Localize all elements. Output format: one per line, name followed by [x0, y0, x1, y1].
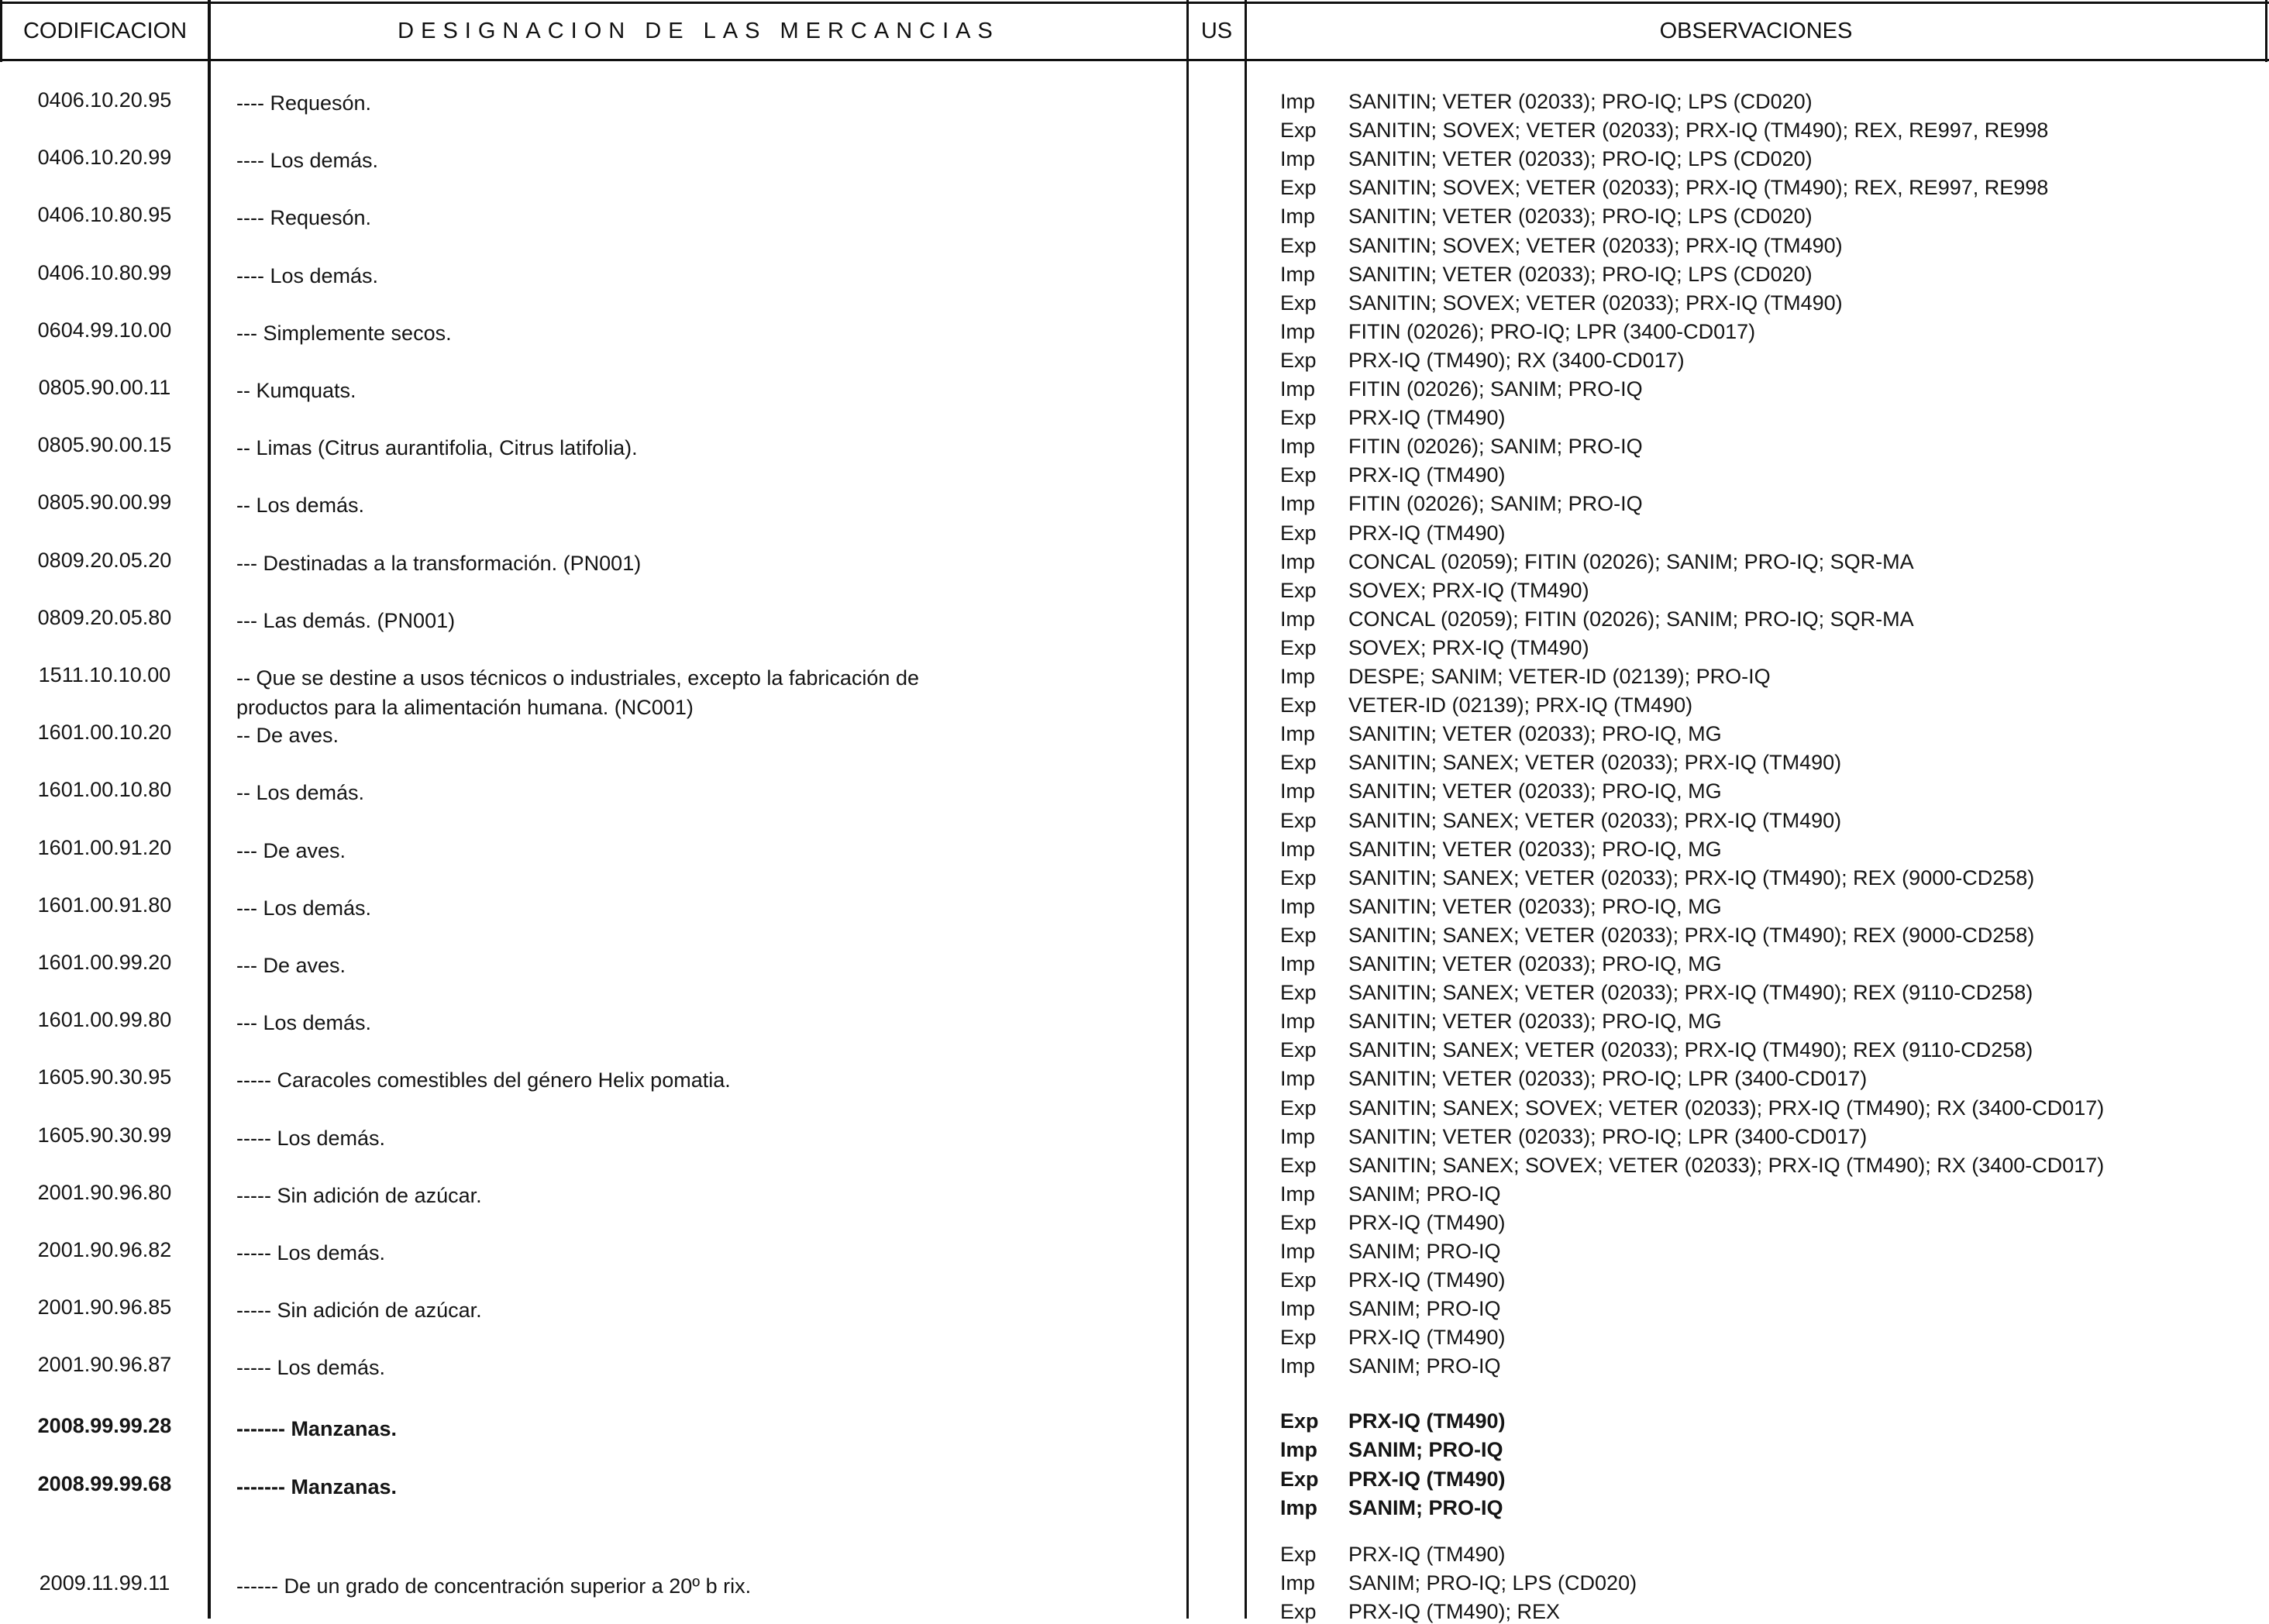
observation-text: SANIM; PRO-IQ: [1348, 1495, 1503, 1519]
observation-text: SANITIN; SANEX; VETER (02033); PRX-IQ (TM490): [1348, 751, 1842, 775]
observation-text: SANITIN; VETER (02033); PRO-IQ, MG: [1348, 837, 1722, 861]
obs-type-exp: Exp: [1280, 1153, 1317, 1177]
obs-type-imp: Imp: [1280, 262, 1316, 286]
tariff-code: 1601.00.99.20: [37, 951, 172, 974]
observation-text: FITIN (02026); SANIM; PRO-IQ: [1348, 435, 1643, 459]
tariff-code: 0406.10.20.99: [37, 146, 172, 170]
header-us: US: [1200, 18, 1233, 43]
observation-text: PRX-IQ (TM490): [1348, 521, 1506, 545]
observation-text: PRX-IQ (TM490): [1348, 406, 1506, 430]
obs-type-imp: Imp: [1280, 722, 1316, 746]
goods-description: -- Los demás.: [236, 781, 365, 805]
tariff-code: 1605.90.30.99: [37, 1123, 172, 1147]
observation-text: SANIM; PRO-IQ; LPS (CD020): [1348, 1571, 1637, 1595]
tariff-code: 2001.90.96.80: [37, 1180, 172, 1204]
observation-text: SANITIN; SOVEX; VETER (02033); PRX-IQ (TM490); REX, RE997, RE998: [1348, 119, 2049, 143]
obs-type-exp: Exp: [1280, 981, 1317, 1005]
obs-type-imp: Imp: [1280, 1182, 1316, 1206]
obs-type-exp: Exp: [1280, 406, 1317, 430]
obs-type-imp: Imp: [1280, 435, 1316, 459]
observation-text: SANITIN; VETER (02033); PRO-IQ; LPR (3400-CD017): [1348, 1124, 1868, 1148]
observation-text: PRX-IQ (TM490); RX (3400-CD017): [1348, 348, 1685, 372]
goods-description: ----- Sin adición de azúcar.: [236, 1183, 482, 1207]
goods-description: ----- Sin adición de azúcar.: [236, 1299, 482, 1323]
goods-description: ---- Requesón.: [236, 91, 372, 115]
observation-text: SANIM; PRO-IQ: [1348, 1437, 1503, 1461]
tariff-code: 1601.00.99.80: [37, 1008, 172, 1032]
goods-description: -- Limas (Citrus aurantifolia, Citrus latifolia).: [236, 436, 638, 460]
goods-description: --- Destinadas a la transformación. (PN001): [236, 551, 642, 575]
obs-type-imp: Imp: [1280, 377, 1316, 401]
tariff-code: 1601.00.10.80: [37, 778, 172, 802]
obs-type-exp: Exp: [1280, 348, 1317, 372]
observation-text: SANITIN; SOVEX; VETER (02033); PRX-IQ (TM490): [1348, 291, 1843, 315]
obs-type-imp: Imp: [1280, 1067, 1316, 1091]
obs-type-imp: Imp: [1280, 205, 1316, 229]
obs-type-imp: Imp: [1280, 1437, 1318, 1461]
obs-type-exp: Exp: [1280, 1326, 1317, 1350]
header-observaciones: OBSERVACIONES: [1659, 18, 1853, 43]
observation-text: SANIM; PRO-IQ: [1348, 1354, 1501, 1378]
obs-type-imp: Imp: [1280, 1571, 1316, 1595]
obs-type-imp: Imp: [1280, 1240, 1316, 1263]
tariff-code: 2001.90.96.82: [37, 1238, 172, 1261]
observation-text: SANITIN; SANEX; SOVEX; VETER (02033); PRX-IQ (TM490); RX (3400-CD017): [1348, 1096, 2105, 1120]
goods-description: --- Las demás. (PN001): [236, 608, 456, 632]
goods-description: --- De aves.: [236, 838, 346, 862]
tariff-code: 0406.10.80.99: [37, 260, 172, 284]
obs-type-imp: Imp: [1280, 147, 1316, 171]
tariff-code: 2008.99.99.68: [37, 1471, 172, 1495]
observation-text: SANITIN; VETER (02033); PRO-IQ, MG: [1348, 1010, 1722, 1034]
right-border: [2265, 0, 2267, 62]
goods-description: ----- Los demás.: [236, 1356, 386, 1380]
observation-text: SANITIN; VETER (02033); PRO-IQ, MG: [1348, 952, 1722, 975]
tariff-code: 0604.99.10.00: [37, 318, 172, 342]
tariff-code: 2001.90.96.87: [37, 1353, 172, 1377]
obs-type-exp: Exp: [1280, 865, 1317, 889]
obs-type-exp: Exp: [1280, 578, 1317, 602]
observation-text: FITIN (02026); SANIM; PRO-IQ: [1348, 377, 1643, 401]
goods-description: -- De aves.: [236, 724, 339, 748]
obs-type-exp: Exp: [1280, 1409, 1319, 1433]
observation-text: SANITIN; SOVEX; VETER (02033); PRX-IQ (TM490); REX, RE997, RE998: [1348, 176, 2049, 200]
tariff-code: 2008.99.99.28: [37, 1413, 172, 1437]
goods-description: productos para la alimentación humana. (NC001): [236, 696, 694, 719]
goods-description: ---- Los demás.: [236, 149, 379, 173]
obs-type-exp: Exp: [1280, 635, 1317, 659]
observation-text: SANITIN; VETER (02033); PRO-IQ; LPS (CD020): [1348, 262, 1813, 286]
obs-type-imp: Imp: [1280, 492, 1316, 516]
obs-type-imp: Imp: [1280, 1495, 1318, 1519]
tariff-code: 0406.10.20.95: [37, 88, 172, 112]
tariff-code: 1511.10.10.00: [38, 663, 171, 686]
observation-text: SANITIN; SANEX; VETER (02033); PRX-IQ (TM490); REX (9110-CD258): [1348, 1038, 2033, 1062]
obs-type-imp: Imp: [1280, 90, 1316, 113]
obs-type-exp: Exp: [1280, 291, 1317, 315]
observation-text: PRX-IQ (TM490): [1348, 1409, 1506, 1433]
obs-type-exp: Exp: [1280, 176, 1317, 200]
goods-description: ---- Los demás.: [236, 263, 379, 287]
observation-text: SANITIN; VETER (02033); PRO-IQ, MG: [1348, 779, 1722, 803]
tariff-code: 0406.10.80.95: [37, 203, 172, 227]
observation-text: SANITIN; VETER (02033); PRO-IQ; LPS (CD020): [1348, 205, 1813, 229]
observation-text: SANITIN; SANEX; VETER (02033); PRX-IQ (TM490); REX (9000-CD258): [1348, 865, 2035, 889]
header-codificacion: CODIFICACION: [22, 18, 188, 43]
goods-description: --- Los demás.: [236, 1011, 372, 1035]
observation-text: FITIN (02026); SANIM; PRO-IQ: [1348, 492, 1643, 516]
obs-type-exp: Exp: [1280, 1542, 1317, 1566]
obs-type-exp: Exp: [1280, 521, 1317, 545]
obs-type-imp: Imp: [1280, 319, 1316, 343]
observation-text: PRX-IQ (TM490): [1348, 1326, 1506, 1350]
obs-type-imp: Imp: [1280, 1124, 1316, 1148]
obs-type-exp: Exp: [1280, 463, 1317, 487]
tariff-code: 0805.90.00.99: [37, 490, 172, 514]
obs-type-exp: Exp: [1280, 923, 1317, 947]
obs-type-exp: Exp: [1280, 1096, 1317, 1120]
obs-type-exp: Exp: [1280, 1210, 1317, 1234]
observation-text: SOVEX; PRX-IQ (TM490): [1348, 578, 1589, 602]
observation-text: SANITIN; SOVEX; VETER (02033); PRX-IQ (TM490): [1348, 233, 1843, 257]
observation-text: PRX-IQ (TM490); REX: [1348, 1599, 1561, 1623]
obs-type-imp: Imp: [1280, 549, 1316, 573]
goods-description: -- Que se destine a usos técnicos o industriales, excepto la fabricación de: [236, 666, 919, 690]
goods-description: --- De aves.: [236, 954, 346, 977]
obs-type-exp: Exp: [1280, 233, 1317, 257]
goods-description: ------ De un grado de concentración superior a 20º b rix.: [236, 1574, 752, 1598]
obs-type-exp: Exp: [1280, 808, 1317, 832]
obs-type-imp: Imp: [1280, 1297, 1316, 1321]
obs-type-exp: Exp: [1280, 1268, 1317, 1292]
observation-text: CONCAL (02059); FITIN (02026); SANIM; PRO-IQ; SQR-MA: [1348, 549, 1914, 573]
us-column-divider: [1245, 0, 1247, 1619]
obs-type-exp: Exp: [1280, 693, 1317, 717]
obs-type-imp: Imp: [1280, 607, 1316, 631]
obs-type-exp: Exp: [1280, 1467, 1319, 1491]
observation-text: SANIM; PRO-IQ: [1348, 1297, 1501, 1321]
observation-text: SANIM; PRO-IQ: [1348, 1182, 1501, 1206]
goods-description: ---- Requesón.: [236, 206, 372, 230]
header-bottom-border: [0, 59, 2269, 61]
observation-text: PRX-IQ (TM490): [1348, 1467, 1506, 1491]
observation-text: PRX-IQ (TM490): [1348, 463, 1506, 487]
goods-description: ----- Los demás.: [236, 1126, 386, 1150]
goods-description: ----- Los demás.: [236, 1241, 386, 1264]
goods-description: ------- Manzanas.: [236, 1416, 397, 1440]
observation-text: PRX-IQ (TM490): [1348, 1542, 1506, 1566]
observation-text: SANITIN; SANEX; VETER (02033); PRX-IQ (TM490); REX (9110-CD258): [1348, 981, 2033, 1005]
header-designacion: DESIGNACION DE LAS MERCANCIAS: [398, 18, 1000, 43]
obs-type-imp: Imp: [1280, 779, 1316, 803]
observation-text: SANITIN; VETER (02033); PRO-IQ, MG: [1348, 894, 1722, 918]
observation-text: FITIN (02026); PRO-IQ; LPR (3400-CD017): [1348, 319, 1756, 343]
observation-text: SANITIN; SANEX; SOVEX; VETER (02033); PRX-IQ (TM490); RX (3400-CD017): [1348, 1153, 2105, 1177]
observation-text: SOVEX; PRX-IQ (TM490): [1348, 635, 1589, 659]
obs-type-exp: Exp: [1280, 119, 1317, 143]
observation-text: CONCAL (02059); FITIN (02026); SANIM; PRO-IQ; SQR-MA: [1348, 607, 1914, 631]
observation-text: DESPE; SANIM; VETER-ID (02139); PRO-IQ: [1348, 665, 1771, 688]
obs-type-imp: Imp: [1280, 952, 1316, 975]
observation-text: SANITIN; VETER (02033); PRO-IQ, MG: [1348, 722, 1722, 746]
obs-type-imp: Imp: [1280, 665, 1316, 688]
obs-type-imp: Imp: [1280, 837, 1316, 861]
observation-text: SANITIN; VETER (02033); PRO-IQ; LPR (3400-CD017): [1348, 1067, 1868, 1091]
obs-type-imp: Imp: [1280, 894, 1316, 918]
tariff-code: 1601.00.91.20: [37, 835, 172, 859]
tariff-code: 1601.00.91.80: [37, 893, 172, 917]
obs-type-exp: Exp: [1280, 751, 1317, 775]
observation-text: PRX-IQ (TM490): [1348, 1210, 1506, 1234]
observation-text: PRX-IQ (TM490): [1348, 1268, 1506, 1292]
tariff-code: 2009.11.99.11: [39, 1571, 170, 1595]
obs-type-exp: Exp: [1280, 1599, 1317, 1623]
tariff-code: 2001.90.96.85: [37, 1295, 172, 1320]
goods-description: -- Los demás.: [236, 494, 365, 518]
observation-text: SANITIN; VETER (02033); PRO-IQ; LPS (CD020): [1348, 90, 1813, 113]
tariff-code: 0805.90.00.11: [38, 376, 171, 399]
goods-description: -- Kumquats.: [236, 379, 356, 402]
goods-description: ------- Manzanas.: [236, 1474, 397, 1498]
tariff-code: 0809.20.05.80: [37, 605, 172, 629]
obs-type-imp: Imp: [1280, 1010, 1316, 1034]
observation-text: SANIM; PRO-IQ: [1348, 1240, 1501, 1263]
observation-text: SANITIN; SANEX; VETER (02033); PRX-IQ (TM490); REX (9000-CD258): [1348, 923, 2035, 947]
tariff-code: 0809.20.05.20: [37, 548, 172, 572]
tariff-code: 1605.90.30.95: [37, 1065, 172, 1089]
tariff-code: 0805.90.00.15: [37, 433, 172, 457]
observation-text: VETER-ID (02139); PRX-IQ (TM490): [1348, 693, 1693, 717]
goods-description: ----- Caracoles comestibles del género Helix pomatia.: [236, 1068, 731, 1092]
goods-description: --- Simplemente secos.: [236, 321, 452, 345]
description-column-divider: [1186, 0, 1189, 1619]
observation-text: SANITIN; SANEX; VETER (02033); PRX-IQ (TM490): [1348, 808, 1842, 832]
tariff-code: 1601.00.10.20: [37, 721, 172, 745]
obs-type-exp: Exp: [1280, 1038, 1317, 1062]
obs-type-imp: Imp: [1280, 1354, 1316, 1378]
goods-description: --- Los demás.: [236, 896, 372, 920]
observation-text: SANITIN; VETER (02033); PRO-IQ; LPS (CD020): [1348, 147, 1813, 171]
